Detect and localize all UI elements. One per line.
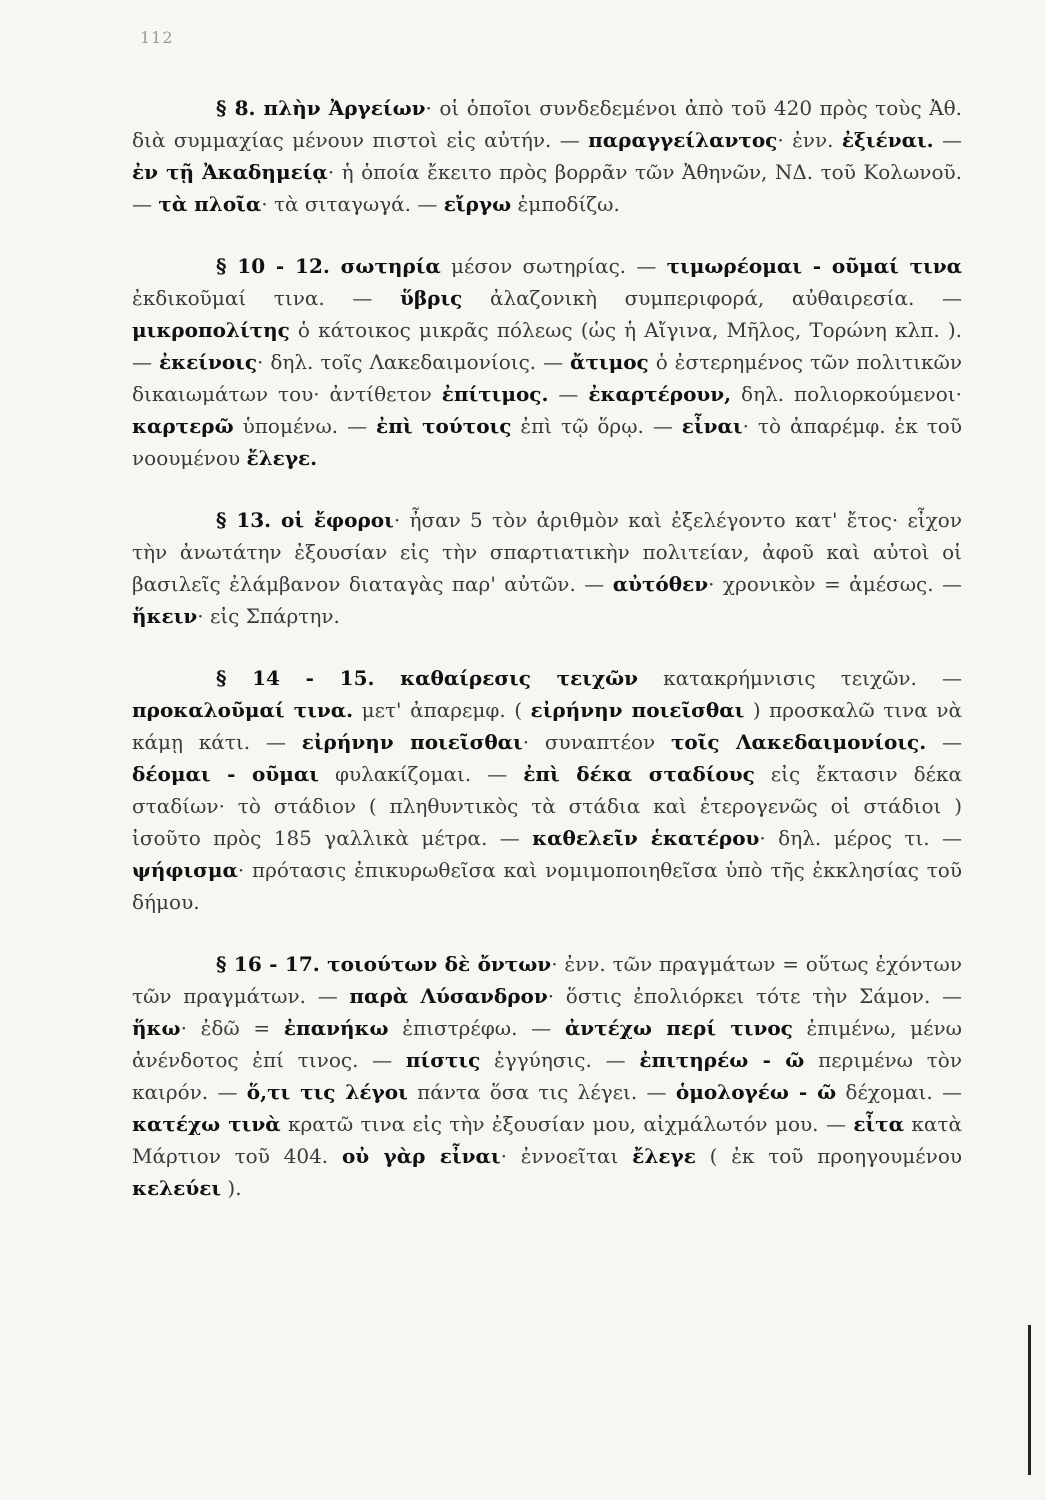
gloss-text: · ἡ ὁποία ἔκειτο πρὸς βορρᾶν τῶν Ἀθηνῶν, ΝΔ. τοῦ Κολωνοῦ. — [132, 160, 962, 216]
paragraph-section-13 [132, 504, 962, 632]
headword: δέομαι - οῦμαι [132, 762, 319, 786]
headword: § 16 - 17. τοιούτων δὲ ὄντων [216, 952, 552, 976]
headword: ἐπὶ δέκα σταδίους [523, 762, 755, 786]
headword: τιμωρέομαι - οῦμαί τινα [666, 254, 962, 278]
gloss-text: ἐπὶ τῷ ὅρῳ. — [511, 414, 682, 438]
page-number: 112 [140, 28, 174, 47]
headword: παρὰ Λύσανδρον [349, 984, 548, 1008]
gloss-text: ἐγγύησις. — [480, 1048, 640, 1072]
headword: εἰρήνην ποιεῖσθαι [530, 698, 745, 722]
headword: κατέχω τινὰ [132, 1112, 281, 1136]
gloss-text: ). [221, 1176, 242, 1200]
headword: § 10 - 12. σωτηρία [216, 254, 441, 278]
gloss-text: ) προσκαλῶ τινα νὰ κάμῃ κάτι. — [132, 698, 962, 754]
commentary-body [132, 92, 962, 1234]
headword: αὐτόθεν [612, 572, 709, 596]
gloss-text: πάντα ὅσα τις λέγει. — [407, 1080, 676, 1104]
headword: εἶτα [853, 1112, 905, 1136]
gloss-text: ( ἐκ τοῦ προηγουμένου [695, 1144, 963, 1168]
gloss-text: κρατῶ τινα εἰς τὴν ἐξουσίαν μου, αἰχμάλωτόν μου. — [280, 1112, 854, 1136]
gloss-text: ἐπιμένω, μένω ἀνένδοτος ἐπί τινος. — [132, 1016, 962, 1072]
headword: ὁμολογέω - ῶ [675, 1080, 837, 1104]
gloss-text: · ἐδῶ = [180, 1016, 284, 1040]
headword: κελεύει [132, 1176, 222, 1200]
gloss-text: · εἰς Σπάρτην. [197, 604, 340, 628]
gloss-text: — [548, 382, 589, 406]
gloss-text: μέσον σωτηρίας. — [440, 254, 667, 278]
headword: ψήφισμα [132, 858, 238, 882]
headword: μικροπολίτης [132, 318, 290, 342]
headword: τοῖς Λακεδαιμονίοις. [670, 730, 927, 754]
headword: καθελεῖν ἑκατέρου [532, 826, 760, 850]
gloss-text: · ἐνν. τῶν πραγμάτων = οὕτως ἐχόντων τῶν πραγμάτων. — [132, 952, 962, 1008]
headword: εἰρήνην ποιεῖσθαι [301, 730, 523, 754]
headword: τὰ πλοῖα [158, 192, 262, 216]
gloss-text: δέχομαι. — [836, 1080, 963, 1104]
headword: § 14 - 15. καθαίρεσις τειχῶν [216, 666, 639, 690]
headword: ἔλεγε. [246, 446, 318, 470]
gloss-text: · ἐνν. [777, 128, 842, 152]
headword: ἐπὶ τούτοις [376, 414, 512, 438]
gloss-text: · οἱ ὁποῖοι συνδεδεμένοι ἀπὸ τοῦ 420 πρὸς τοὺς Ἀθ. διὰ συμμαχίας μένουν πιστοὶ εἰς αὐτήν. — [132, 96, 962, 152]
gloss-text: ὑπομένω. — [233, 414, 377, 438]
paragraph-section-16-17 [132, 948, 962, 1204]
headword: ὅ,τι τις λέγοι [246, 1080, 408, 1104]
gloss-text: · πρότασις ἐπικυρωθεῖσα καὶ νομιμοποιηθεῖσα ὑπὸ τῆς ἐκκλησίας τοῦ δήμου. [132, 858, 962, 914]
headword: ἐκείνοις [158, 350, 258, 374]
paragraph-section-14-15 [132, 662, 962, 918]
gloss-text: · ἦσαν 5 τὸν ἀριθμὸν καὶ ἐξελέγοντο κατ' ἔτος· εἶχον τὴν ἀνωτάτην ἐξουσίαν εἰς τὴν σπαρτιατικὴν πολιτείαν, ἀφοῦ καὶ αὐτοὶ οἱ βασιλεῖς ἐλάμβανον διαταγὰς παρ' αὐτῶν. — [132, 508, 962, 596]
gloss-text: εἰς ἔκτασιν δέκα σταδίων· τὸ στάδιον ( πληθυντικὸς τὰ στάδια καὶ ἑτερογενῶς οἱ στάδιοι ) ἰσοῦτο πρὸς 185 γαλλικὰ μέτρα. — [132, 762, 963, 850]
headword: ἥκω [132, 1016, 181, 1040]
paragraph-section-10-12 [132, 250, 962, 474]
headword: πίστις [405, 1048, 481, 1072]
gloss-text: · δηλ. μέρος τι. — [759, 826, 963, 850]
headword: ἐξιέναι. [841, 128, 934, 152]
gloss-text: — [933, 128, 963, 152]
headword: καρτερῶ [132, 414, 234, 438]
gloss-text: · τὸ ἀπαρέμφ. ἐκ τοῦ νοουμένου [132, 414, 962, 470]
headword: παραγγείλαντος [588, 128, 778, 152]
margin-line [1028, 1325, 1031, 1475]
headword: εἴργω [443, 192, 512, 216]
headword: εἶναι [681, 414, 743, 438]
headword: ἀντέχω περί τινος [564, 1016, 793, 1040]
gloss-text: ὁ κάτοικος μικρᾶς πόλεως (ὡς ἡ Αἴγινα, Μῆλος, Τορώνη κλπ. ). — [132, 318, 962, 374]
gloss-text: δηλ. πολιορκούμενοι· [731, 382, 962, 406]
gloss-text: · ἐννοεῖται [500, 1144, 633, 1168]
headword: οὐ γὰρ εἶναι [341, 1144, 501, 1168]
headword: ὕβρις [399, 286, 463, 310]
gloss-text: κατακρήμνισις τειχῶν. — [638, 666, 962, 690]
headword: προκαλοῦμαί τινα. [132, 698, 354, 722]
headword: ἐπίτιμος. [441, 382, 549, 406]
headword: ἔλεγε [632, 1144, 696, 1168]
gloss-text: ἐπιστρέφω. — [388, 1016, 565, 1040]
gloss-text: · συναπτέον [522, 730, 671, 754]
paragraph-section-8 [132, 92, 962, 220]
headword: ἐν τῇ Ἀκαδημείᾳ [132, 160, 328, 184]
gloss-text: μετ' ἀπαρεμφ. ( [353, 698, 531, 722]
headword: ἥκειν [132, 604, 198, 628]
gloss-text: φυλακίζομαι. — [318, 762, 524, 786]
headword: ἄτιμος [570, 350, 649, 374]
gloss-text: ἀλαζονικὴ συμπεριφορά, αὐθαιρεσία. — [462, 286, 962, 310]
gloss-text: · ὅστις ἐπολιόρκει τότε τὴν Σάμον. — [547, 984, 963, 1008]
gloss-text: · τὰ σιταγωγά. — [261, 192, 444, 216]
gloss-text: ἐκδικοῦμαί τινα. — [132, 286, 400, 310]
gloss-text: ὁ ἐστερημένος τῶν πολιτικῶν δικαιωμάτων του· ἀντίθετον [132, 350, 963, 406]
gloss-text: · δηλ. τοῖς Λακεδαιμονίοις. — [257, 350, 571, 374]
gloss-text: · χρονικὸν = ἀμέσως. — [708, 572, 963, 596]
gloss-text: περιμένω τὸν καιρόν. — [132, 1048, 962, 1104]
headword: § 8. πλὴν Ἀργείων [216, 96, 426, 120]
headword: ἐκαρτέρουν, [588, 382, 732, 406]
gloss-text: ἐμποδίζω. [511, 192, 620, 216]
gloss-text: — [926, 730, 962, 754]
headword: ἐπιτηρέω - ῶ [639, 1048, 805, 1072]
gloss-text: κατὰ Μάρτιον τοῦ 404. [132, 1112, 963, 1168]
headword: ἐπανήκω [283, 1016, 389, 1040]
headword: § 13. οἱ ἔφοροι [216, 508, 394, 532]
